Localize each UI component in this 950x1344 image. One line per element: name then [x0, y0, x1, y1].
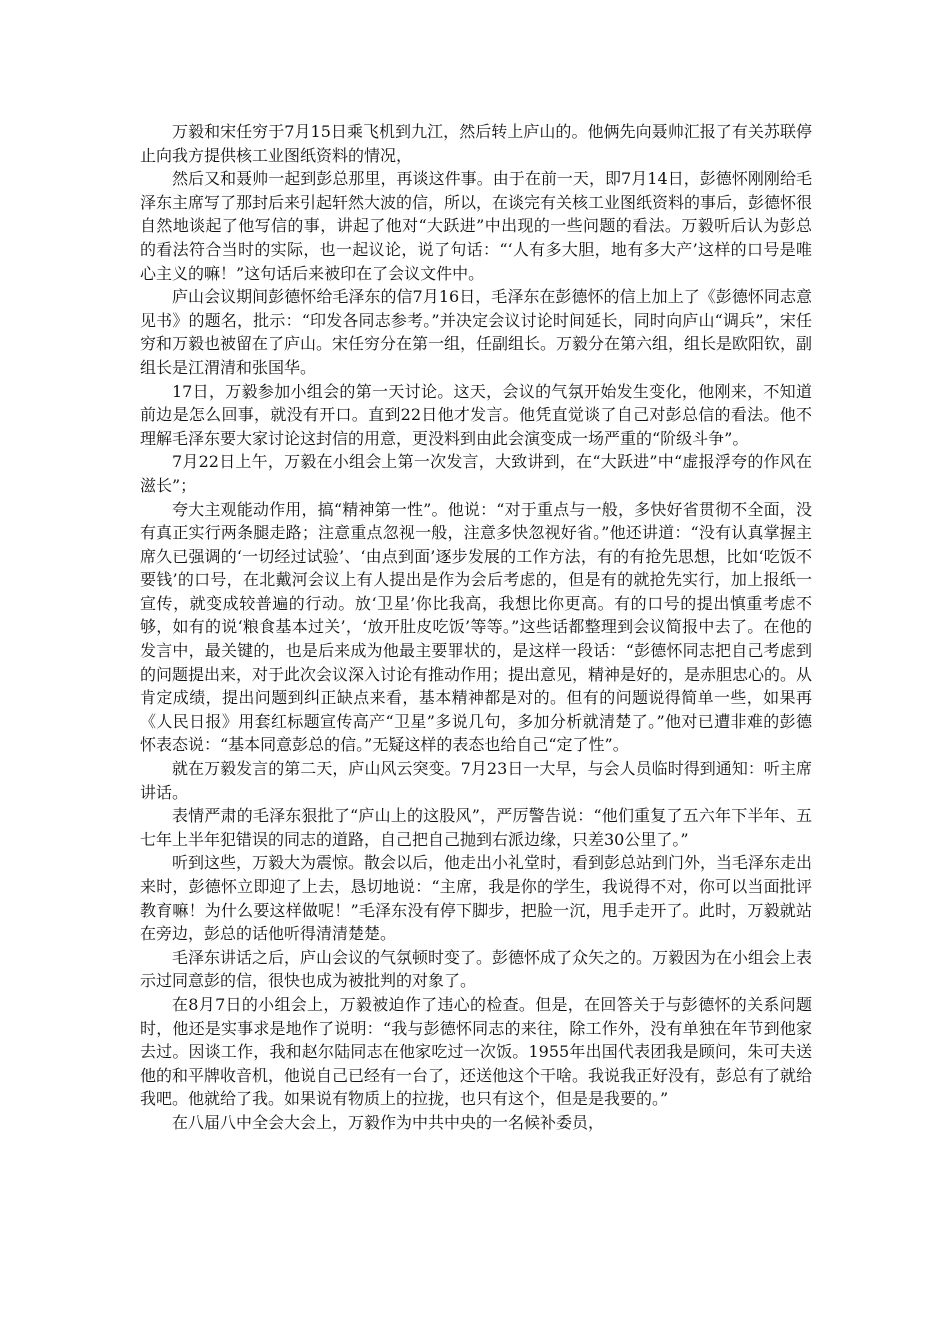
paragraph-6: 夸大主观能动作用，搞“精神第一性”。他说：“对于重点与一般，多快好省贯彻不全面，没有真正实行两条腿走路；注意重点忽视一般，注意多快忽视好省。”他还讲道：“没有认真掌握主席久已强调的‘一切经过试验’、‘由点到面’逐步发展的工作方法，有的有抢先思想，比如‘吃饭不要钱’的口号，在北戴河会议上有人提出是作为会后考虑的，但是有的就抢先实行，加上报纸一宣传，就变成较普遍的行动。放‘卫星’你比我高，我想比你更高。有的口号的提出慎重考虑不够，如有的说‘粮食基本过关’，‘放开肚皮吃饭’等等。”这些话都整理到会议简报中去了。在他的发言中，最关键的，也是后来成为他最主要罪状的，是这样一段话：“彭德怀同志把自己考虑到的问题提出来，对于此次会议深入讨论有推动作用；提出意见，精神是好的，是赤胆忠心的。从肯定成绩，提出问题到纠正缺点来看，基本精神都是对的。但有的问题说得简单一些，如果再《人民日报》用套红标题宣传高产“卫星”多说几句，多加分析就清楚了。”他对已遭非难的彭德怀表态说：“基本同意彭总的信。”无疑这样的表态也给自己“定了性”。: [140, 499, 813, 755]
paragraph-7: 就在万毅发言的第二天，庐山风云突变。7月23日一大早，与会人员临时得到通知：听主席讲话。: [140, 759, 812, 802]
document-body: [140, 120, 812, 1135]
paragraph-8: 表情严肃的毛泽东狠批了“庐山上的这股风”，严厉警告说：“他们重复了五六年下半年、五七年上半年犯错误的同志的道路，自己把自己抛到右派边缘，只差30公里了。”: [140, 806, 812, 849]
paragraph-12: 在八届八中全会大会上，万毅作为中共中央的一名候补委员，: [172, 1112, 605, 1132]
paragraph-1: 万毅和宋任穷于7月15日乘飞机到九江，然后转上庐山的。他俩先向聂帅汇报了有关苏联停止向我方提供核工业图纸资料的情况，: [140, 122, 812, 165]
paragraph-4: 17日，万毅参加小组会的第一天讨论。这天，会议的气氛开始发生变化，他刚来，不知道前边是怎么回事，就没有开口。直到22日他才发言。他凭直觉谈了自己对彭总信的看法。他不理解毛泽东要大家讨论这封信的用意，更没料到由此会演变成一场严重的“阶级斗争”。: [140, 381, 812, 448]
paragraph-9: 听到这些，万毅大为震惊。散会以后，他走出小礼堂时，看到彭总站到门外，当毛泽东走出来时，彭德怀立即迎了上去，恳切地说：“主席，我是你的学生，我说得不对，你可以当面批评教育嘛！为什么要这样做呢！”毛泽东没有停下脚步，把脸一沉，甩手走开了。此时，万毅就站在旁边，彭总的话他听得清清楚楚。: [140, 853, 813, 944]
paragraph-11: 在8月7日的小组会上，万毅被迫作了违心的检查。但是，在回答关于与彭德怀的关系问题时，他还是实事求是地作了说明：“我与彭德怀同志的来往，除工作外，没有单独在年节到他家去过。因谈工作，我和赵尔陆同志在他家吃过一次饭。1955年出国代表团我是顾问，朱可夫送他的和平牌收音机，他说自己已经有一台了，还送他这个干啥。我说我正好没有，彭总有了就给我吧。他就给了我。如果说有物质上的拉拢，也只有这个，但是是我要的。”: [140, 994, 813, 1109]
paragraph-2: 然后又和聂帅一起到彭总那里，再谈这件事。由于在前一天，即7月14日，彭德怀刚刚给毛泽东主席写了那封后来引起轩然大波的信，所以，在谈完有关核工业图纸资料的事后，彭德怀很自然地谈起了他写信的事，讲起了他对“大跃进”中出现的一些问题的看法。万毅听后认为彭总的看法符合当时的实际，也一起议论，说了句话：“‘人有多大胆，地有多大产’这样的口号是唯心主义的嘛！”这句话后来被印在了会议文件中。: [140, 169, 813, 283]
paragraph-5: 7月22日上午，万毅在小组会上第一次发言，大致讲到，在“大跃进”中“虚报浮夸的作风在滋长”；: [140, 452, 812, 495]
paragraph-3: 庐山会议期间彭德怀给毛泽东的信7月16日，毛泽东在彭德怀的信上加上了《彭德怀同志意见书》的题名，批示：“印发各同志参考。”并决定会议讨论时间延长，同时向庐山“调兵”，宋任穷和万毅也被留在了庐山。宋任穷分在第一组，任副组长。万毅分在第六组，组长是欧阳钦，副组长是江渭清和张国华。: [140, 287, 813, 377]
paragraph-10: 毛泽东讲话之后，庐山会议的气氛顿时变了。彭德怀成了众矢之的。万毅因为在小组会上表示过同意彭的信，很快也成为被批判的对象了。: [140, 947, 813, 991]
